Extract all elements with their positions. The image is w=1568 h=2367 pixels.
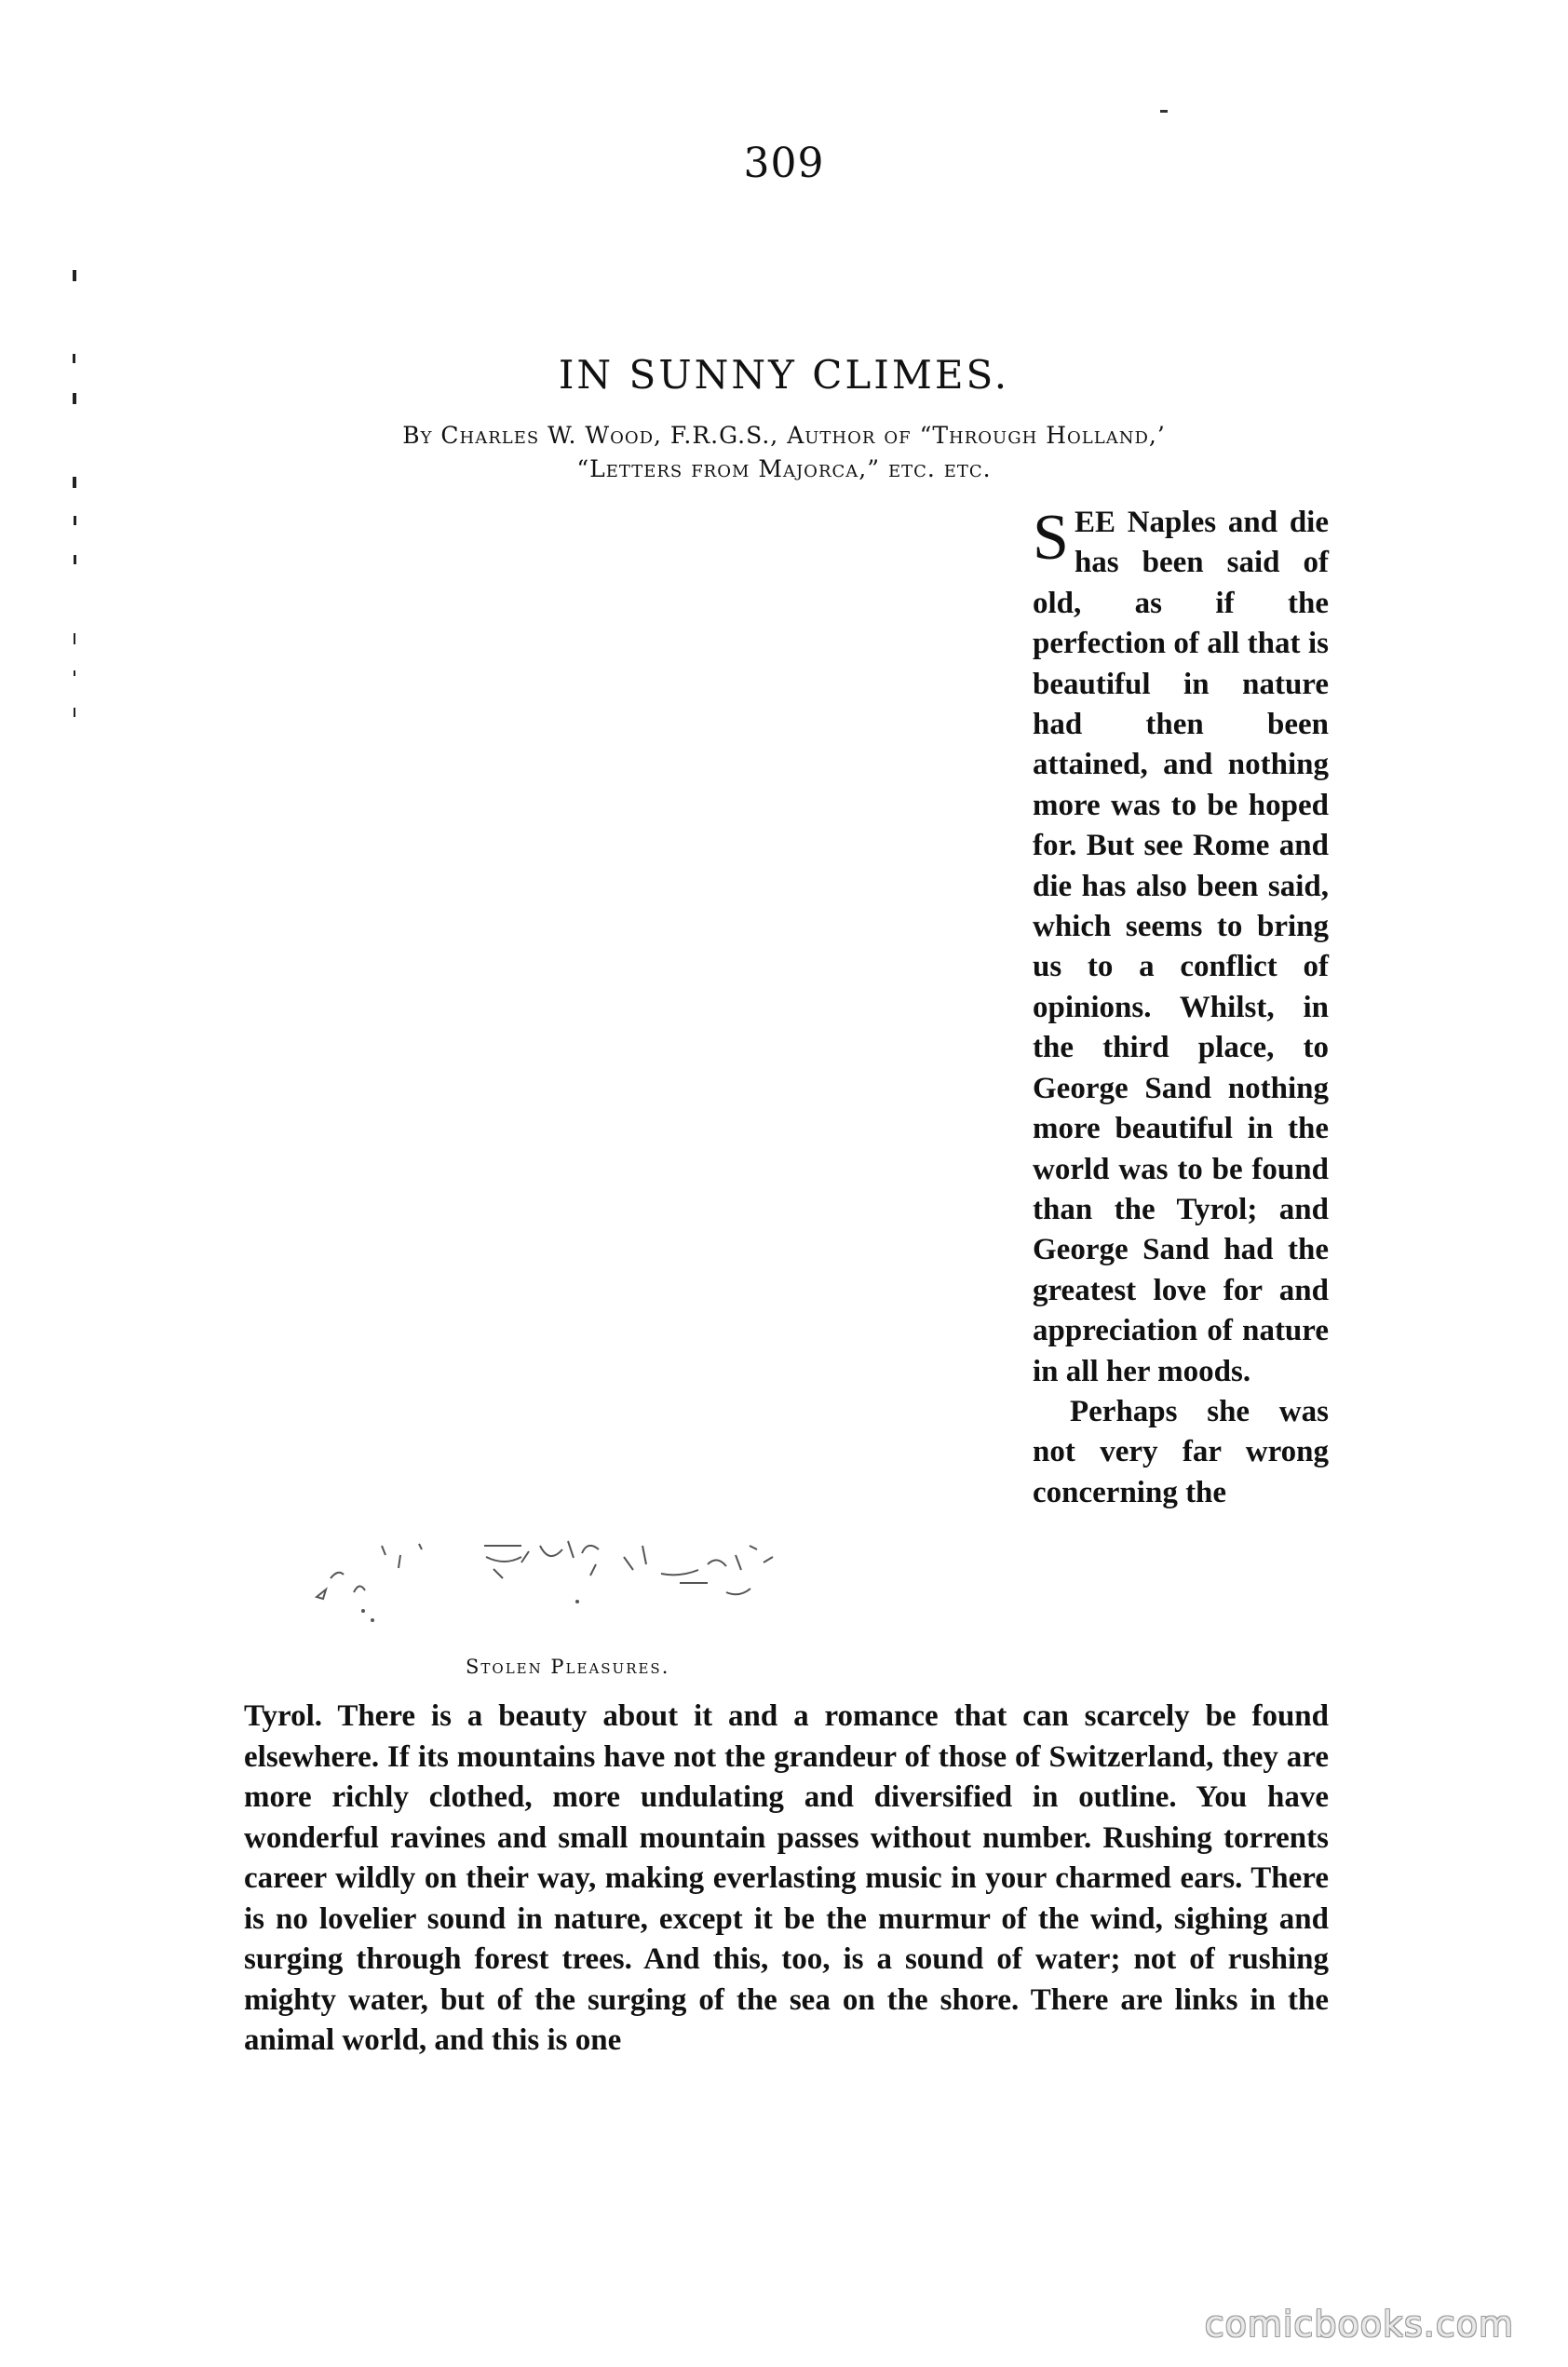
margin-scan-marks (69, 261, 88, 745)
watermark: comicbooks.com (1204, 2304, 1514, 2345)
intro-column (1033, 503, 1329, 1513)
article-title: IN SUNNY CLIMES. (558, 352, 1010, 398)
article-byline (0, 419, 1568, 486)
byline-line-1: By Charles W. Wood, F.R.G.S., Author of “Through Holland,’ (402, 422, 1166, 449)
full-width-body-text: Tyrol. There is a beauty about it and a romance that can scarcely be found elsewhere. If its mountains have not the grandeur of those of Switzerland, they are more richly clothed, more undulating and diversified in outline. You have wonderful ravines and small mountain passes without number. Rushing torrents career wildly on their way, making everlasting music in your charmed ears. There is no lovelier sound in nature, except it be the murmur of the wind, sighing and surging through forest trees. And this, too, is a sound of water; not of rushing mighty water, but of the surging of the sea on the shore. There are links in the animal world, and this is one (244, 1699, 1329, 2057)
intro-paragraph-text: EE Naples and die has been said of old, as if the perfection of all that is beautiful in nature had then been attained, and nothing more was to be hoped for. But see Rome and die has also been said, which seems to bring us to a conflict of opinions. Whilst, in the third place, to George Sand nothing more beautiful in the world was to be found than the Tyrol; and George Sand had the greatest love for and appreciation of nature in all her moods. (1033, 506, 1329, 1388)
intro-paragraph (1033, 503, 1329, 1392)
page-number: 309 (743, 140, 825, 187)
illustration-caption: Stolen Pleasures. (466, 1656, 670, 1678)
second-paragraph-start: Perhaps she was not very far wrong concerning the (1033, 1394, 1329, 1509)
stray-mark (1160, 110, 1168, 113)
byline-line-2: “Letters from Majorca,” etc. etc. (576, 455, 992, 482)
illustration-faded-engraving (242, 521, 978, 1639)
drop-cap: S (1033, 502, 1069, 574)
